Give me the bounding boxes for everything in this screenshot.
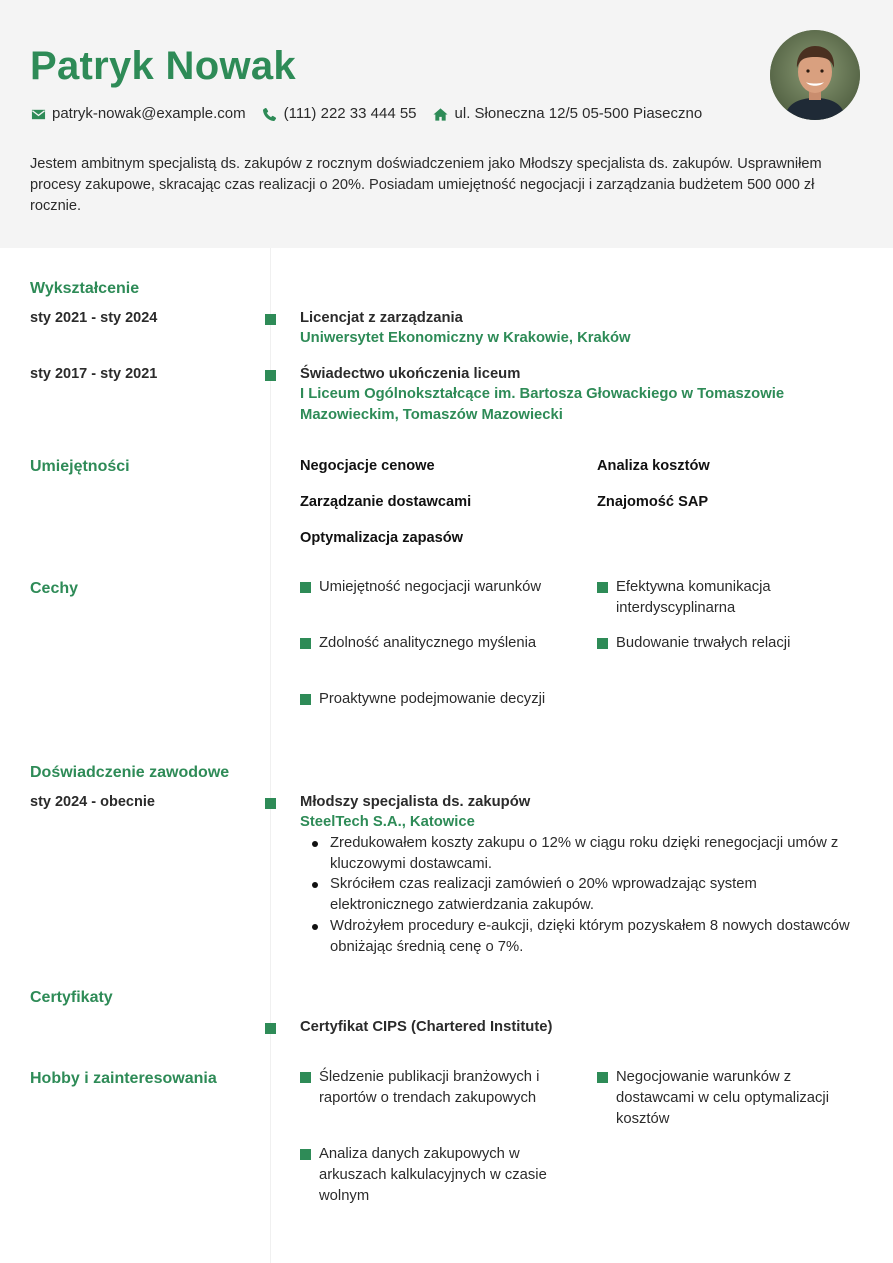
education-date: sty 2017 - sty 2021 [30,366,158,382]
timeline-marker [265,370,276,381]
square-bullet-icon [300,582,311,593]
timeline-divider [270,248,271,1263]
achievement-item: Zredukowałem koszty zakupu o 12% w ciągu roku dzięki renegocjacji umów z kluczowymi dostawcami. [310,833,860,874]
profile-summary: Jestem ambitnym specjalistą ds. zakupów z rocznym doświadczeniem jako Młodszy specjalista ds. zakupów. Usprawniłem procesy zakupowe, skracając czas realizacji o 20%. Posiadam umiejętność negocjacji i zarządzania budżetem 500 000 zł rocznie. [30,156,822,214]
trait-item [300,633,550,654]
candidate-name: Patryk Nowak [30,44,296,88]
address-text: ul. Słoneczna 12/5 05-500 Piaseczno [454,105,703,122]
degree-title: Świadectwo ukończenia liceum [300,366,521,382]
degree-title: Licencjat z zarządzania [300,310,463,326]
school-name: Uniwersytet Ekonomiczny w Krakowie, Kraków [300,330,631,346]
school-name: I Liceum Ogólnokształcące im. Bartosza Głowackiego w Tomaszowie Mazowieckim, Tomaszów Mazowiecki [300,386,785,423]
trait-text: Umiejętność negocjacji warunków [319,579,542,595]
trait-item [300,577,550,598]
profile-photo [770,30,860,120]
square-bullet-icon [300,1072,311,1083]
contact-phone[interactable] [262,104,417,124]
trait-item [597,577,837,619]
position-title: Młodszy specjalista ds. zakupów [300,794,531,810]
phone-icon [262,106,278,122]
trait-text: Efektywna komunikacja interdyscyplinarna [616,579,771,616]
square-bullet-icon [300,638,311,649]
company-name: SteelTech S.A., Katowice [300,814,475,830]
experience-entry [300,792,860,833]
square-bullet-icon [300,1149,311,1160]
contact-address [433,104,703,124]
hobby-item [597,1067,837,1130]
hobby-item [300,1144,562,1207]
timeline-marker [265,314,276,325]
trait-item [597,633,857,654]
phone-text: (111) 222 33 444 55 [283,105,417,122]
section-title-traits: Cechy [30,580,79,597]
achievement-item: Wdrożyłem procedury e-aukcji, dzięki którym pozyskałem 8 nowych dostawców obniżając średnią cenę o 7%. [310,916,860,957]
education-date: sty 2021 - sty 2024 [30,310,158,326]
trait-text: Zdolność analitycznego myślenia [319,635,537,651]
section-title-education: Wykształcenie [30,280,140,297]
envelope-icon [30,106,46,122]
email-text: patryk-nowak@example.com [52,105,246,122]
square-bullet-icon [597,638,608,649]
trait-text: Budowanie trwałych relacji [616,635,791,651]
square-bullet-icon [300,694,311,705]
contact-row [30,104,718,124]
hobby-text: Negocjowanie warunków z dostawcami w celu optymalizacji kosztów [616,1069,829,1127]
skill-item: Zarządzanie dostawcami [300,494,472,510]
experience-date: sty 2024 - obecnie [30,794,155,810]
section-title-skills: Umiejętności [30,458,130,475]
home-icon [433,106,449,122]
timeline-marker [265,1023,276,1034]
education-entry [300,364,860,426]
section-title-certificates: Certyfikaty [30,989,113,1006]
timeline-marker [265,798,276,809]
skill-item: Optymalizacja zapasów [300,530,464,546]
trait-text: Proaktywne podejmowanie decyzji [319,691,546,707]
section-title-experience: Doświadczenie zawodowe [30,764,230,781]
resume-header [0,0,893,248]
contact-email[interactable] [30,104,246,124]
section-title-hobbies: Hobby i zainteresowania [30,1070,217,1087]
skill-item: Znajomość SAP [597,494,709,510]
hobby-text: Analiza danych zakupowych w arkuszach kalkulacyjnych w czasie wolnym [319,1146,547,1204]
trait-item [300,689,550,710]
achievement-list [310,833,860,957]
certificate-name: Certyfikat CIPS (Chartered Institute) [300,1019,553,1035]
skill-item: Analiza kosztów [597,458,710,474]
hobby-text: Śledzenie publikacji branżowych i raportów o trendach zakupowych [319,1069,540,1106]
skill-item: Negocjacje cenowe [300,458,435,474]
hobby-item [300,1067,575,1109]
square-bullet-icon [597,1072,608,1083]
certificate-entry [300,1017,860,1037]
achievement-item: Skróciłem czas realizacji zamówień o 20% wprowadzając system elektronicznego zatwierdzania zakupów. [310,874,860,915]
square-bullet-icon [597,582,608,593]
education-entry [300,308,860,349]
